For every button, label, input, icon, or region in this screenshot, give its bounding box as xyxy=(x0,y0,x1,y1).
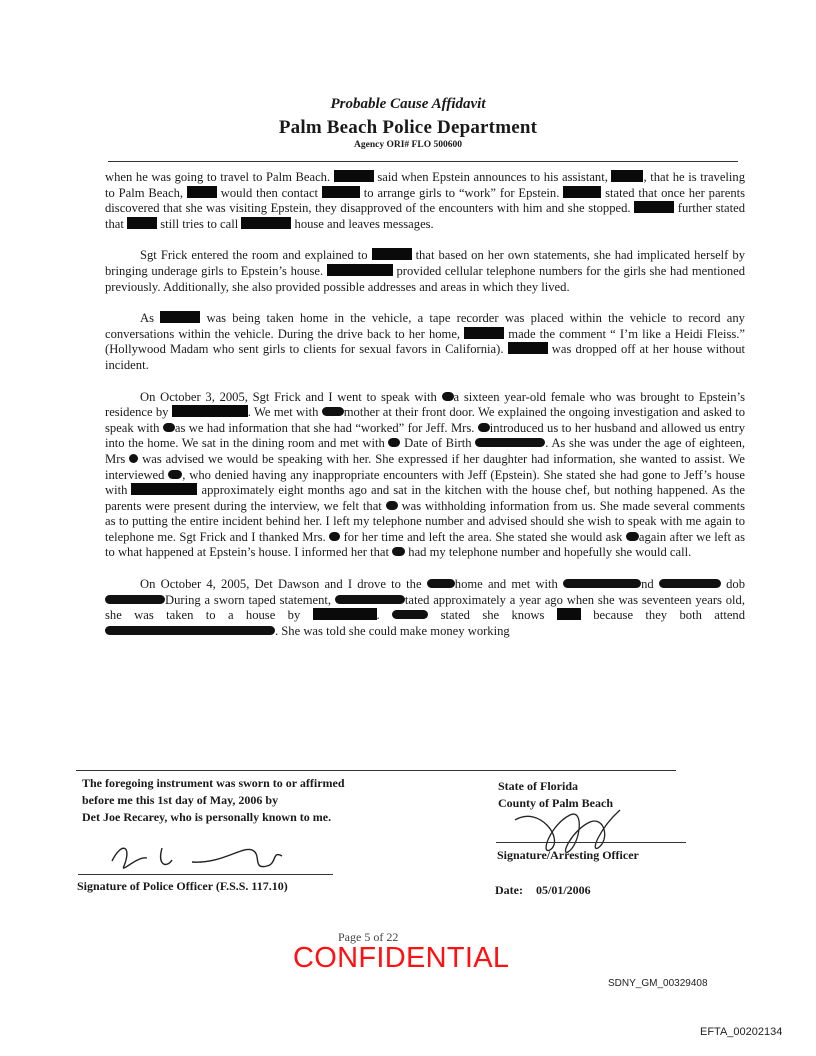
date-field xyxy=(495,883,591,898)
redaction-box xyxy=(464,327,504,339)
page-number: Page 5 of 22 xyxy=(338,930,399,944)
redaction-box xyxy=(241,217,291,229)
redaction-box xyxy=(131,483,197,495)
redaction-mark xyxy=(322,407,344,416)
redaction-box xyxy=(127,217,157,229)
redaction-box xyxy=(313,608,377,620)
sworn-line-2: before me this 1st day of May, 2006 by xyxy=(82,793,279,807)
redaction-mark xyxy=(129,454,138,463)
redaction-mark xyxy=(475,438,545,447)
confidential-stamp: CONFIDENTIAL xyxy=(293,942,510,974)
police-officer-signature xyxy=(102,836,292,878)
redaction-mark xyxy=(626,532,639,541)
redaction-mark xyxy=(163,423,175,432)
affidavit-title: Probable Cause Affidavit xyxy=(330,96,486,112)
paragraph-3: As was being taken home in the vehicle, a tape recorder was placed within the vehicle to record any conversations within the vehicle. During the drive back to her home, made the comment “ I’m like a Heidi Fleiss.” (Hollywood Madam who sent girls to clients for sexual favors in California). was dropped off at her house without incident. xyxy=(105,311,746,372)
arresting-signature-line xyxy=(496,842,686,843)
redaction-mark xyxy=(563,579,641,588)
redaction-box xyxy=(160,311,200,323)
sworn-line-1: The foregoing instrument was sworn to or affirmed xyxy=(82,776,345,790)
redaction-box xyxy=(334,170,374,182)
redaction-mark xyxy=(386,501,398,510)
department-name: Palm Beach Police Department xyxy=(278,117,538,138)
redaction-mark xyxy=(105,626,275,635)
bates-number-sdny: SDNY_GM_00329408 xyxy=(608,978,708,989)
paragraph-1: when he was going to travel to Palm Beach. said when Epstein announces to his assistant, , that he is traveling to Palm Beach, would then contact to arrange girls to “work” for Epstein. stated that once her parents discovered that she was visiting Epstein, they disapproved of the encounters with him and she stopped. further stated that still tries to call house and leaves messages. xyxy=(105,170,746,231)
paragraph-5: On October 4, 2005, Det Dawson and I drove to the home and met with nd dob During a sworn taped statement, tated approximately a year ago when she was seventeen years old, she was taken to a house by . stated she knows because they both attend . She was told she could make money working xyxy=(105,577,746,638)
footer-divider xyxy=(76,770,676,771)
redaction-mark xyxy=(392,610,428,619)
redaction-box xyxy=(508,342,548,354)
redaction-mark xyxy=(442,392,454,401)
date-label: Date: xyxy=(495,883,523,897)
bates-number-efta: EFTA_00202134 xyxy=(700,1026,783,1038)
redaction-mark xyxy=(388,438,400,447)
redaction-mark xyxy=(168,470,182,479)
affidavit-body xyxy=(105,170,745,639)
redaction-box xyxy=(327,264,393,276)
redaction-mark xyxy=(392,547,405,556)
paragraph-4: On October 3, 2005, Sgt Frick and I went to speak with a sixteen year-old female who was brought to Epstein’s residence by . We met with mother at their front door. We explained the ongoing investigation and asked to speak with as we had information that she had “worked” for Jeff. Mrs. introduced us to her husband and allowed us entry into the home. We sat in the dining room and met with Date of Birth . As she was under the age of eighteen, Mrs was advised we would be speaking with her. She expressed if her daughter had information, she wanted to assist. We interviewed , who denied having any inappropriate encounters with Jeff (Epstein). She stated she had gone to Jeff’s house with approximately eight months ago and sat in the kitchen with the house chef, but nothing happened. As the parents were present during the interview, we felt that was withholding information from us. She made several comments as to putting the entire incident behind her. I left my telephone number and advised should she wish to speak with me again to telephone me. Sgt Frick and I thanked Mrs. for her time and left the area. She stated she would ask again after we left as to what happened at Epstein’s house. I informed her that had my telephone number and hopefully she would call. xyxy=(105,389,746,560)
redaction-mark xyxy=(427,579,455,588)
arresting-officer-label: Signature/Arresting Officer xyxy=(497,848,639,862)
redaction-box xyxy=(634,201,674,213)
officer-signature-label: Signature of Police Officer (F.S.S. 117.10) xyxy=(77,879,288,893)
state-label: State of Florida xyxy=(498,779,578,793)
county-label: County of Palm Beach xyxy=(498,796,613,810)
redaction-box xyxy=(187,186,217,198)
redaction-mark xyxy=(329,532,340,541)
redaction-box xyxy=(557,608,581,620)
paragraph-2: Sgt Frick entered the room and explained to that based on her own statements, she had implicated herself by bringing underage girls to Epstein’s house. provided cellular telephone numbers for the girls she had mentioned previously. Additionally, she also provided possible addresses and areas in which they lived. xyxy=(105,248,746,294)
agency-ori: Agency ORI# FLO 500600 xyxy=(354,140,462,150)
sworn-line-3: Det Joe Recarey, who is personally known to me. xyxy=(82,810,332,824)
sworn-statement xyxy=(82,775,412,826)
redaction-mark xyxy=(478,423,490,432)
redaction-mark xyxy=(335,595,405,604)
redaction-mark xyxy=(659,579,721,588)
redaction-mark xyxy=(105,595,165,604)
redaction-box xyxy=(372,248,412,260)
header-divider xyxy=(108,161,738,162)
date-value: 05/01/2006 xyxy=(535,883,591,897)
officer-signature-line xyxy=(78,874,333,875)
redaction-box xyxy=(172,405,248,417)
redaction-box xyxy=(563,186,601,198)
redaction-box xyxy=(322,186,360,198)
redaction-box xyxy=(611,170,643,182)
